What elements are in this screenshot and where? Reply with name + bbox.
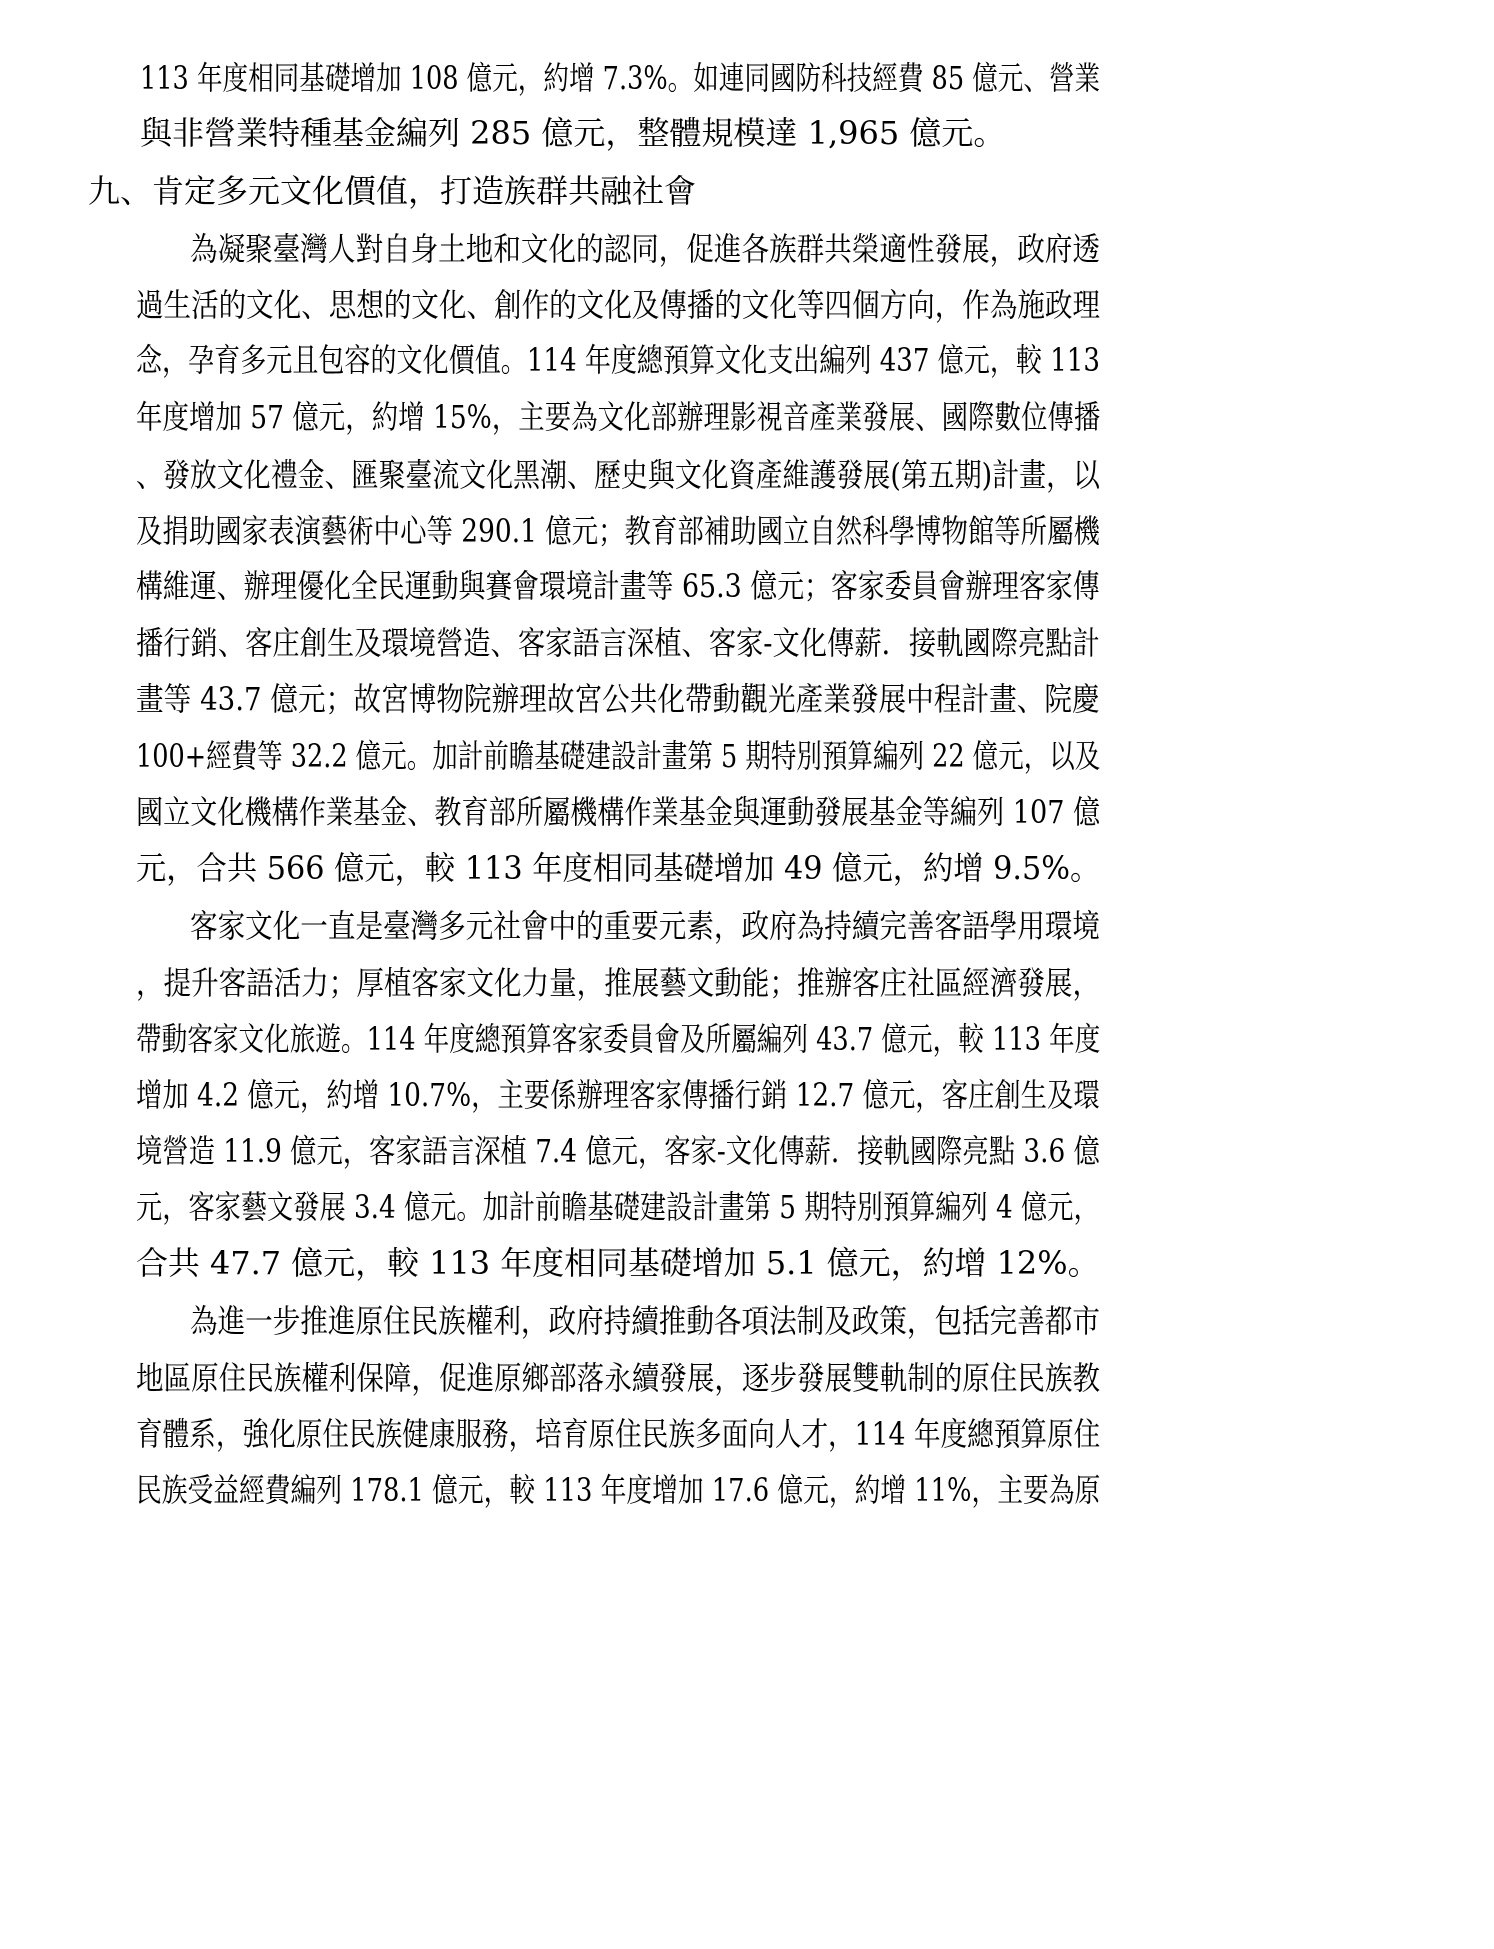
text-line: 元，客家藝文發展 3.4 億元。加計前瞻基礎建設計畫第 5 期特別預算編列 4 億元， [136, 1188, 1100, 1226]
text-line: 年度增加 57 億元，約增 15%，主要為文化部辦理影視音產業發展、國際數位傳播 [136, 398, 1101, 436]
text-line: 地區原住民族權利保障，促進原鄉部落永續發展，逐步發展雙軌制的原住民族教 [136, 1359, 1100, 1397]
text-line: 為進一步推進原住民族權利，政府持續推動各項法制及政策，包括完善都市 [190, 1302, 1100, 1340]
text-line: 境營造 11.9 億元，客家語言深植 7.4 億元，客家-文化傳薪．接軌國際亮點 3.6 億 [136, 1132, 1100, 1170]
text-line: 民族受益經費編列 178.1 億元，較 113 年度增加 17.6 億元，約增 11%，主要為原 [136, 1471, 1101, 1509]
text-line: 元，合共 566 億元，較 113 年度相同基礎增加 49 億元，約增 9.5%。 [136, 849, 1101, 887]
text-line: 100+經費等 32.2 億元。加計前瞻基礎建設計畫第 5 期特別預算編列 22 億元，以及 [136, 737, 1101, 775]
section-heading: 九、肯定多元文化價值，打造族群共融社會 [88, 172, 697, 210]
text-line: 育體系，強化原住民族健康服務，培育原住民族多面向人才，114 年度總預算原住 [136, 1415, 1101, 1453]
text-line: 合共 47.7 億元，較 113 年度相同基礎增加 5.1 億元，約增 12%。 [136, 1244, 1100, 1282]
text-line: 113 年度相同基礎增加 108 億元，約增 7.3%。如連同國防科技經費 85 億元、營業 [140, 59, 1101, 97]
text-line: 播行銷、客庄創生及環境營造、客家語言深植、客家-文化傳薪．接軌國際亮點計 [136, 624, 1100, 662]
text-line: 過生活的文化、思想的文化、創作的文化及傳播的文化等四個方向，作為施政理 [136, 286, 1100, 324]
text-line: 增加 4.2 億元，約增 10.7%，主要係辦理客家傳播行銷 12.7 億元，客庄創生及環 [136, 1076, 1100, 1114]
text-line: 及捐助國家表演藝術中心等 290.1 億元；教育部補助國立自然科學博物館等所屬機 [136, 512, 1100, 550]
text-line: 與非營業特種基金編列 285 億元，整體規模達 1,965 億元。 [140, 114, 1006, 152]
text-line: 念，孕育多元且包容的文化價值。114 年度總預算文化支出編列 437 億元，較 113 [136, 341, 1100, 379]
text-line: 、發放文化禮金、匯聚臺流文化黑潮、歷史與文化資產維護發展(第五期)計畫，以 [136, 456, 1100, 494]
text-line: 國立文化機構作業基金、教育部所屬機構作業基金與運動發展基金等編列 107 億 [136, 793, 1101, 831]
text-line: 客家文化一直是臺灣多元社會中的重要元素，政府為持續完善客語學用環境 [190, 907, 1100, 945]
text-line: 帶動客家文化旅遊。114 年度總預算客家委員會及所屬編列 43.7 億元，較 113 年度 [136, 1020, 1101, 1058]
text-line: ，提升客語活力；厚植客家文化力量，推展藝文動能；推辦客庄社區經濟發展， [136, 964, 1100, 1002]
text-line: 畫等 43.7 億元；故宮博物院辦理故宮公共化帶動觀光產業發展中程計畫、院慶 [136, 680, 1100, 718]
text-line: 構維運、辦理優化全民運動與賽會環境計畫等 65.3 億元；客家委員會辦理客家傳 [136, 567, 1100, 605]
text-line: 為凝聚臺灣人對自身土地和文化的認同，促進各族群共榮適性發展，政府透 [190, 230, 1100, 268]
